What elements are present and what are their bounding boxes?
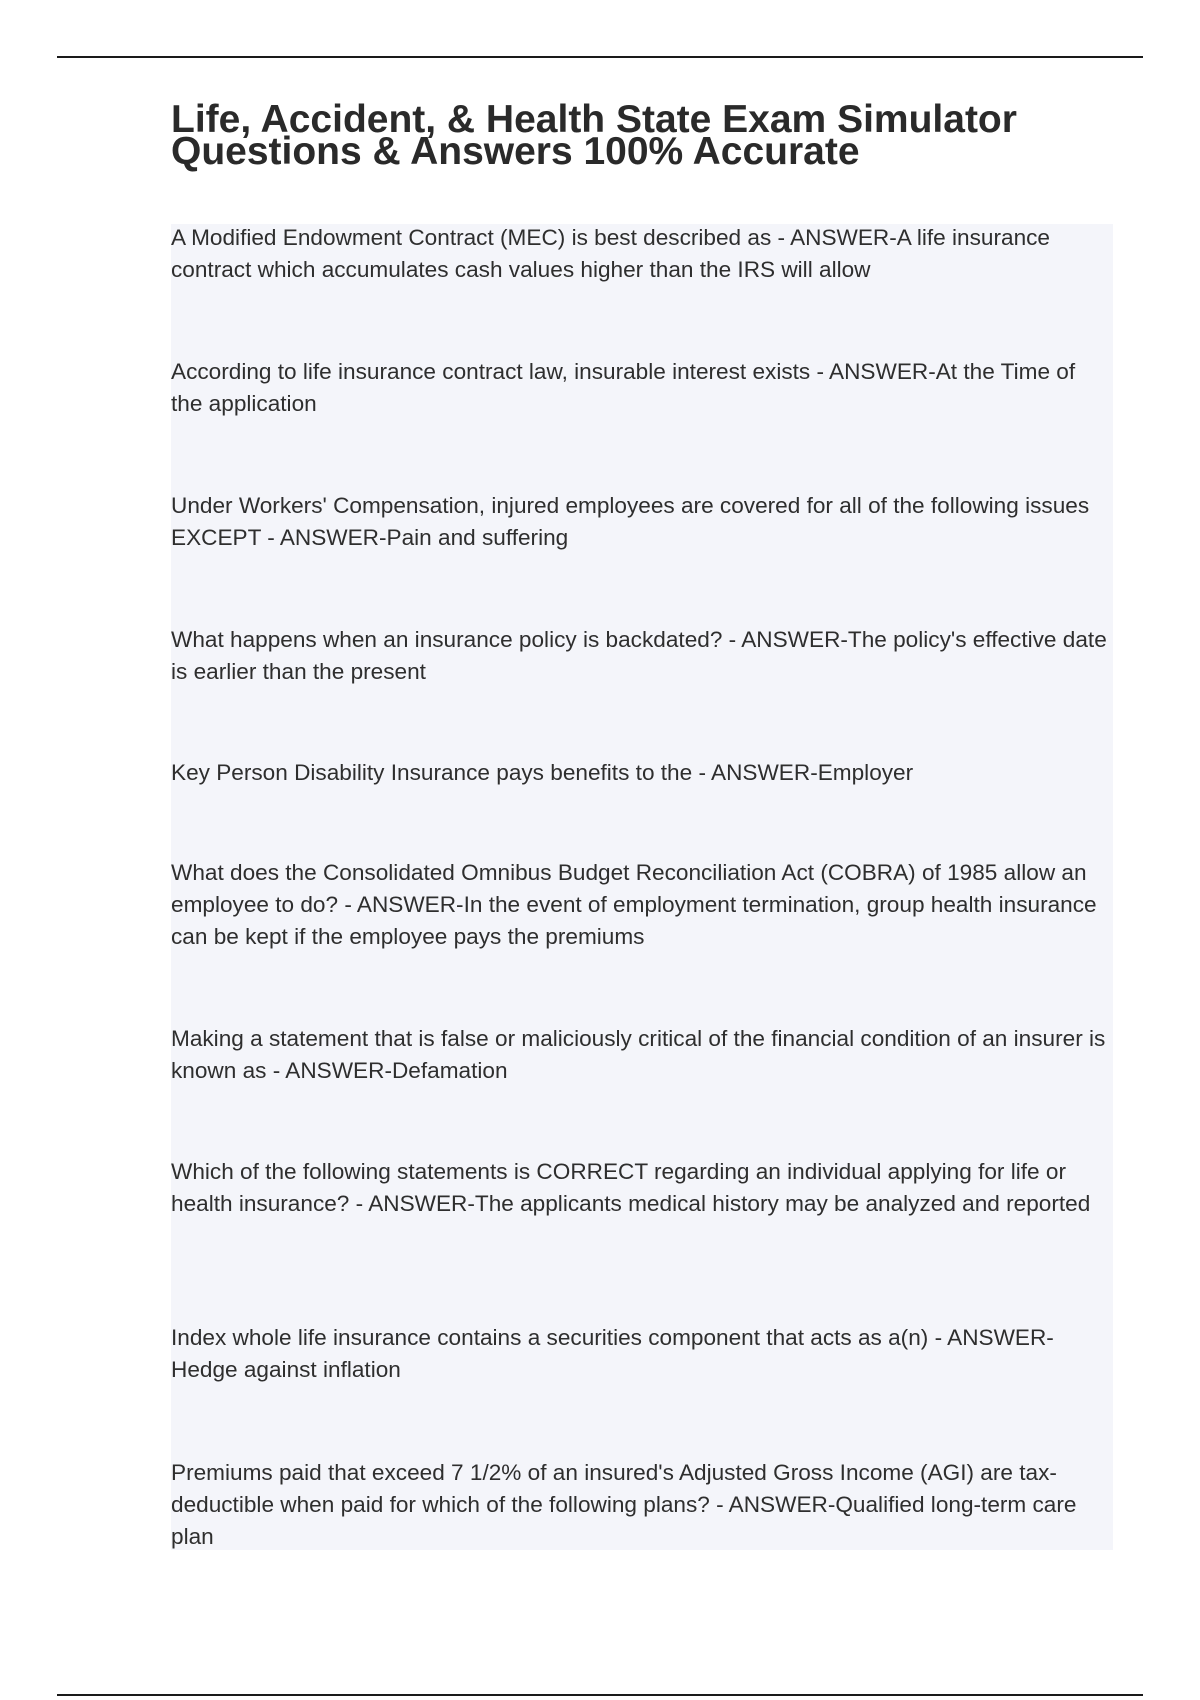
qa-item: Which of the following statements is CORRECT regarding an individual applying for life or health insurance? - ANSWER-The applicants medical history may be analyzed and reported (171, 1159, 1091, 1216)
bottom-rule (57, 1694, 1143, 1696)
top-rule (57, 56, 1143, 58)
document-title-line-2: Questions & Answers 100% Accurate (171, 130, 860, 173)
qa-item: Key Person Disability Insurance pays benefits to the - ANSWER-Employer (171, 760, 914, 785)
qa-item: Under Workers' Compensation, injured employees are covered for all of the following issues EXCEPT - ANSWER-Pain and suffering (171, 493, 1090, 550)
qa-item: Premiums paid that exceed 7 1/2% of an insured's Adjusted Gross Income (AGI) are tax-deductible when paid for which of the following plans? - ANSWER-Qualified long-term care plan (171, 1460, 1077, 1549)
qa-item: Index whole life insurance contains a securities component that acts as a(n) - ANSWER-Hedge against inflation (171, 1325, 1054, 1382)
qa-item: What happens when an insurance policy is backdated? - ANSWER-The policy's effective date is earlier than the present (171, 627, 1107, 684)
document-title-line-1: Life, Accident, & Health State Exam Simulator (171, 98, 1017, 141)
document-title (171, 98, 1131, 173)
qa-item: What does the Consolidated Omnibus Budget Reconciliation Act (COBRA) of 1985 allow an employee to do? - ANSWER-In the event of employment termination, group health insurance can be kept if the employee pays the premiums (171, 860, 1097, 949)
qa-item: A Modified Endowment Contract (MEC) is best described as - ANSWER-A life insurance contract which accumulates cash values higher than the IRS will allow (171, 225, 1050, 282)
qa-item: According to life insurance contract law, insurable interest exists - ANSWER-At the Time of the application (171, 359, 1076, 416)
qa-item: Making a statement that is false or maliciously critical of the financial condition of an insurer is known as - ANSWER-Defamation (171, 1026, 1106, 1083)
